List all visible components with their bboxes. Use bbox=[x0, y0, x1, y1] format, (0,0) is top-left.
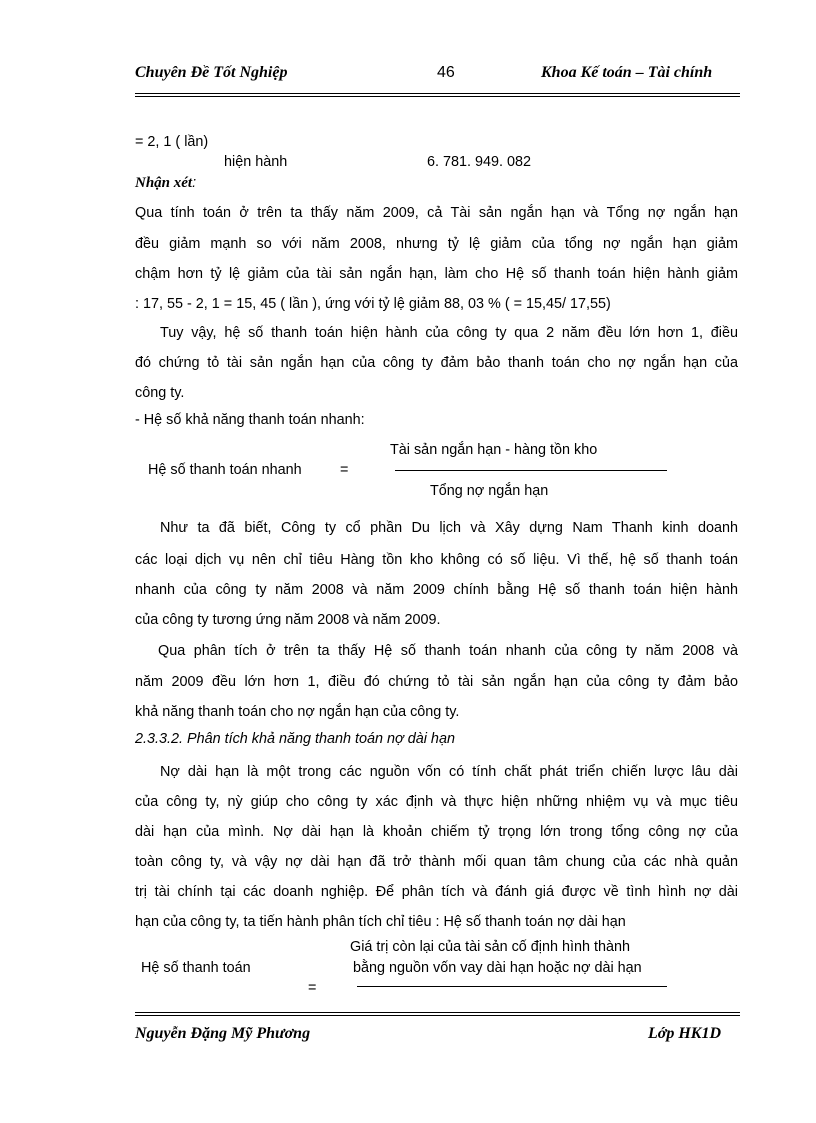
fragment-label: hiện hành bbox=[224, 154, 288, 170]
remark-line: chậm hơn tỷ lệ giảm của tài sản ngắn hạn, làm cho Hệ số thanh toán hiện hành giảm bbox=[135, 266, 738, 282]
remark-colon: : bbox=[192, 175, 197, 191]
remark-line: : 17, 55 - 2, 1 = 15, 45 ( lần ), ứng với tỷ lệ giảm 88, 03 % ( = 15,45/ 17,55) bbox=[135, 296, 611, 312]
footer-class: Lớp HK1D bbox=[648, 1025, 722, 1042]
remark-line: đều giảm mạnh so với năm 2008, nhưng tỷ lệ giảm của tổng nợ ngắn hạn giảm bbox=[135, 236, 738, 252]
paragraph-line: Tuy vậy, hệ số thanh toán hiện hành của công ty qua 2 năm đều lớn hơn 1, điều bbox=[160, 325, 738, 341]
paragraph-line: các loại dịch vụ nên chỉ tiêu Hàng tồn kho không có số liệu. Vì thế, hệ số thanh toán bbox=[135, 552, 738, 568]
section-heading: 2.3.3.2. Phân tích khả năng thanh toán nợ dài hạn bbox=[135, 731, 455, 747]
remark-line: Qua tính toán ở trên ta thấy năm 2009, cả Tài sản ngắn hạn và Tổng nợ ngắn hạn bbox=[135, 205, 738, 221]
paragraph-line: trị tài chính tại các doanh nghiệp. Để phân tích và đánh giá được về tình hình nợ dài bbox=[135, 884, 738, 900]
paragraph-line: đó chứng tỏ tài sản ngắn hạn của công ty đảm bảo thanh toán cho nợ ngắn hạn của bbox=[135, 355, 738, 371]
paragraph-line: Như ta đã biết, Công ty cổ phần Du lịch và Xây dựng Nam Thanh kinh doanh bbox=[160, 520, 738, 536]
formula-long-label: Hệ số thanh toán bbox=[141, 960, 251, 976]
fragment-value: 6. 781. 949. 082 bbox=[427, 154, 532, 170]
formula-quick-numerator: Tài sản ngắn hạn - hàng tồn kho bbox=[390, 442, 598, 458]
formula-long-numerator-1: Giá trị còn lại của tài sản cố định hình thành bbox=[350, 939, 630, 955]
footer-author: Nguyễn Đặng Mỹ Phương bbox=[135, 1025, 311, 1042]
paragraph-line: năm 2009 đều lớn hơn 1, điều đó chứng tỏ tài sản ngắn hạn của công ty đảm bảo bbox=[135, 674, 738, 690]
formula-quick-label: Hệ số thanh toán nhanh bbox=[148, 462, 302, 478]
paragraph-line: nhanh của công ty năm 2008 và năm 2009 chính bằng Hệ số thanh toán hiện hành bbox=[135, 582, 738, 598]
fraction-bar bbox=[395, 470, 667, 471]
page-number: 46 bbox=[437, 64, 455, 81]
paragraph-line: Nợ dài hạn là một trong các nguồn vốn có tính chất phát triển chiến lược lâu dài bbox=[160, 764, 738, 780]
paragraph-line: công ty. bbox=[135, 385, 185, 401]
paragraph-line: toàn công ty, và vậy nợ dài hạn đã trở thành mối quan tâm chung của các nhà quản bbox=[135, 854, 738, 870]
paragraph-line: khả năng thanh toán cho nợ ngắn hạn của công ty. bbox=[135, 704, 460, 720]
fragment-result: = 2, 1 ( lần) bbox=[135, 134, 209, 150]
formula-quick-denominator: Tổng nợ ngắn hạn bbox=[430, 483, 549, 499]
paragraph-line: dài hạn của mình. Nợ dài hạn là khoản chiếm tỷ trọng lớn trong tổng công nợ của bbox=[135, 824, 738, 840]
header-rule bbox=[135, 93, 740, 97]
footer-rule bbox=[135, 1012, 740, 1016]
remark-heading bbox=[135, 175, 196, 192]
formula-long-numerator-2: bằng nguồn vốn vay dài hạn hoặc nợ dài hạn bbox=[353, 960, 642, 976]
paragraph-line: Qua phân tích ở trên ta thấy Hệ số thanh toán nhanh của công ty năm 2008 và bbox=[158, 643, 738, 659]
paragraph-line: hạn của công ty, ta tiến hành phân tích chỉ tiêu : Hệ số thanh toán nợ dài hạn bbox=[135, 914, 626, 930]
header-title: Chuyên Đề Tốt Nghiệp bbox=[135, 64, 288, 81]
formula-quick-equals: = bbox=[340, 462, 349, 478]
quick-ratio-heading: - Hệ số khả năng thanh toán nhanh: bbox=[135, 412, 365, 428]
fraction-bar bbox=[357, 986, 667, 987]
paragraph-line: của công ty, nỳ giúp cho công ty xác định và thực hiện những nhiệm vụ và mục tiêu bbox=[135, 794, 738, 810]
formula-long-equals: = bbox=[308, 980, 317, 996]
paragraph-line: của công ty tương ứng năm 2008 và năm 2009. bbox=[135, 612, 441, 628]
remark-label: Nhận xét bbox=[135, 175, 193, 191]
header-department: Khoa Kế toán – Tài chính bbox=[541, 64, 713, 81]
